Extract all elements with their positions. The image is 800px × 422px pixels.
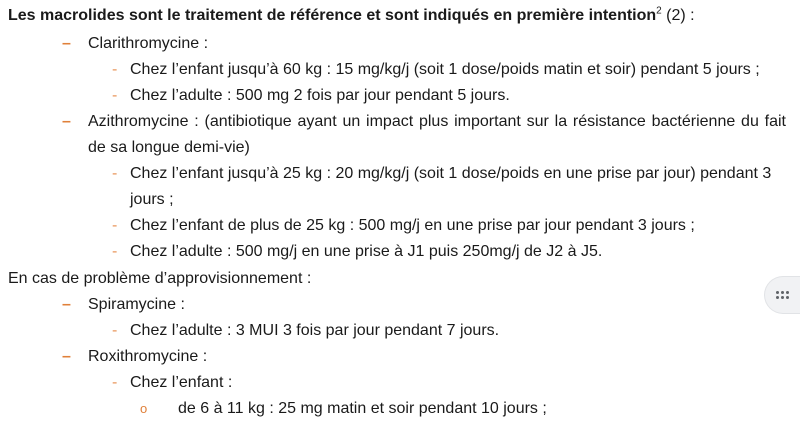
list-subdash-marker: - (112, 374, 118, 391)
list-item: Chez l’enfant de plus de 25 kg : 500 mg/j en une prise par jour pendant 3 jours ; (130, 217, 695, 234)
list-item: Chez l’enfant jusqu’à 60 kg : 15 mg/kg/j (soit 1 dose/poids matin et soir) pendant 5 jours ; (130, 61, 760, 78)
list-subdash-marker: - (112, 61, 118, 78)
list-subdash-marker: - (112, 165, 118, 182)
drug-roxithromycine: Roxithromycine : (88, 348, 208, 365)
intro-reference: (2) : (661, 7, 695, 24)
list-item: Chez l’enfant : (130, 374, 233, 391)
list-subdash-marker: - (112, 87, 118, 104)
grip-dots-icon (776, 291, 789, 299)
drug-clarithromycine: Clarithromycine : (88, 35, 209, 52)
list-item: Chez l’adulte : 500 mg 2 fois par jour pendant 5 jours. (130, 87, 510, 104)
list-dash-marker: – (62, 113, 71, 130)
list-dash-marker: – (62, 348, 71, 365)
intro-text: Les macrolides sont le traitement de référence et sont indiqués en première intention (8, 7, 657, 24)
list-item: Chez l’adulte : 500 mg/j en une prise à J1 puis 250mg/j de J2 à J5. (130, 243, 603, 260)
list-subdash-marker: - (112, 243, 118, 260)
footnote-marker: 2 (656, 5, 662, 17)
intro-paragraph (8, 3, 695, 29)
list-circle-marker: o (140, 401, 148, 416)
list-dash-marker: – (62, 35, 71, 52)
drug-spiramycine: Spiramycine : (88, 296, 185, 313)
list-subdash-marker: - (112, 322, 118, 339)
list-subitem: de 6 à 11 kg : 25 mg matin et soir pendant 10 jours ; (178, 400, 547, 417)
list-item: Chez l’enfant jusqu’à 25 kg : 20 mg/kg/j (soit 1 dose/poids en une prise par jour) pendant 3 jours ; (130, 165, 772, 208)
side-panel-handle[interactable] (764, 276, 800, 314)
drug-azithromycine: Azithromycine : (antibiotique ayant un impact plus important sur la résistance bactérienne du fait de sa longue demi-vie) (88, 113, 786, 156)
list-dash-marker: – (62, 296, 71, 313)
list-subdash-marker: - (112, 217, 118, 234)
shortage-paragraph: En cas de problème d’approvisionnement : (8, 270, 312, 287)
list-item: Chez l’adulte : 3 MUI 3 fois par jour pendant 7 jours. (130, 322, 500, 339)
